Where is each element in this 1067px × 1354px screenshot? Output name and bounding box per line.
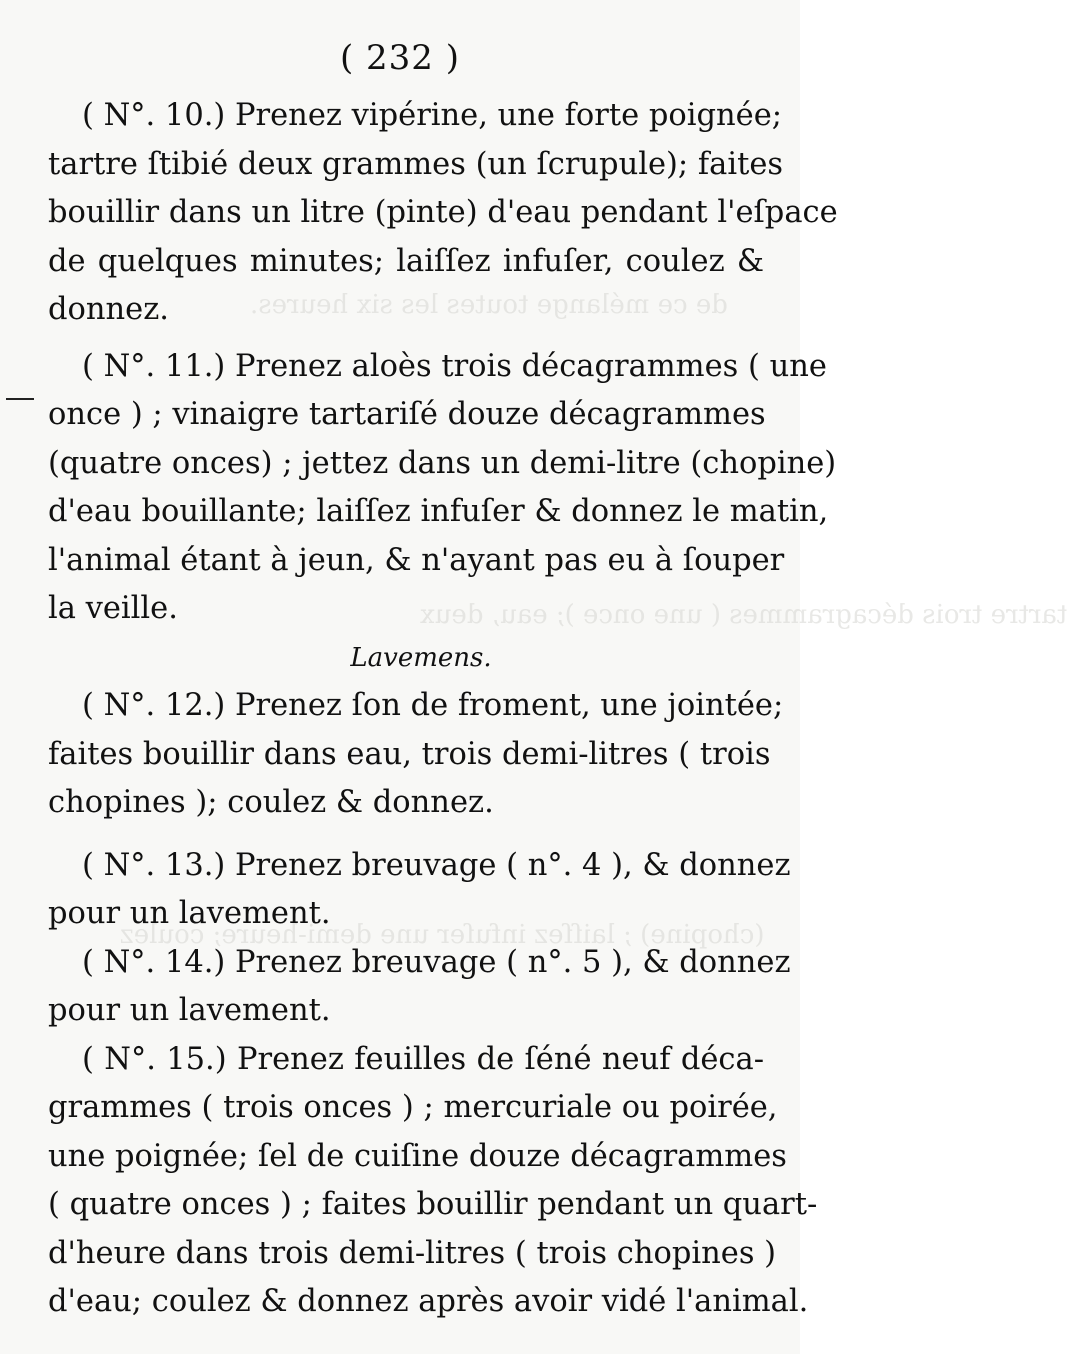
body-text: [48, 92, 838, 1327]
text-line: la veille.: [48, 591, 178, 626]
text-line: ( N°. 12.) Prenez ſon de froment, une jointée;: [82, 688, 784, 723]
text-line: ( N°. 11.) Prenez aloès trois décagrammes ( une: [82, 348, 827, 384]
text-line: ( N°. 14.) Prenez breuvage ( n°. 5 ), & donnez: [82, 944, 791, 980]
text-line: bouillir dans un litre (pinte) d'eau pendant l'eſpace: [48, 195, 838, 230]
text-line: une poignée; ſel de cuiſine douze décagrammes: [48, 1138, 787, 1174]
text-line: (quatre onces) ; jettez dans un demi-litre (chopine): [48, 445, 837, 481]
text-line: grammes ( trois onces ) ; mercuriale ou poirée,: [48, 1090, 778, 1125]
text-line: chopines ); coulez & donnez.: [48, 785, 494, 820]
bleed-through-text: (chopine) ; laiſſez infuſer une demi-heure; coulez: [120, 920, 765, 950]
page-number: ( 232 ): [339, 38, 461, 78]
text-line: pour un lavement.: [48, 896, 331, 931]
bleed-through-text: de ce mélange toutes les six heures.: [250, 290, 728, 320]
bleed-through-text: tartre trois décagrammes ( une once ); eau, deux: [420, 600, 1067, 630]
margin-mark: [6, 398, 34, 400]
text-line: ( N°. 13.) Prenez breuvage ( n°. 4 ), & donnez: [82, 847, 791, 883]
text-line: ( N°. 15.) Prenez feuilles de ſéné neuf déca-: [82, 1041, 764, 1077]
text-line: tartre ſtibié deux grammes (un ſcrupule); faites: [48, 146, 784, 182]
text-line: faites bouillir dans eau, trois demi-litres ( trois: [48, 736, 771, 772]
text-line: l'animal étant à jeun, & n'ayant pas eu à ſouper: [48, 542, 785, 578]
text-line: pour un lavement.: [48, 993, 331, 1028]
text-line: de quelques minutes; laiſſez infuſer, coulez &: [48, 243, 764, 279]
text-line: d'eau bouillante; laiſſez infuſer & donnez le matin,: [48, 494, 829, 529]
text-line: ( quatre onces ) ; faites bouillir pendant un quart-: [48, 1187, 818, 1222]
text-line: once ) ; vinaigre tartariſé douze décagrammes: [48, 397, 766, 432]
text-line: d'heure dans trois demi-litres ( trois chopines ): [48, 1235, 777, 1271]
section-heading: Lavemens.: [350, 642, 492, 673]
text-line: ( N°. 10.) Prenez vipérine, une forte poignée;: [82, 98, 783, 133]
text-line: donnez.: [48, 292, 169, 327]
text-line: d'eau; coulez & donnez après avoir vidé l'animal.: [48, 1284, 809, 1319]
